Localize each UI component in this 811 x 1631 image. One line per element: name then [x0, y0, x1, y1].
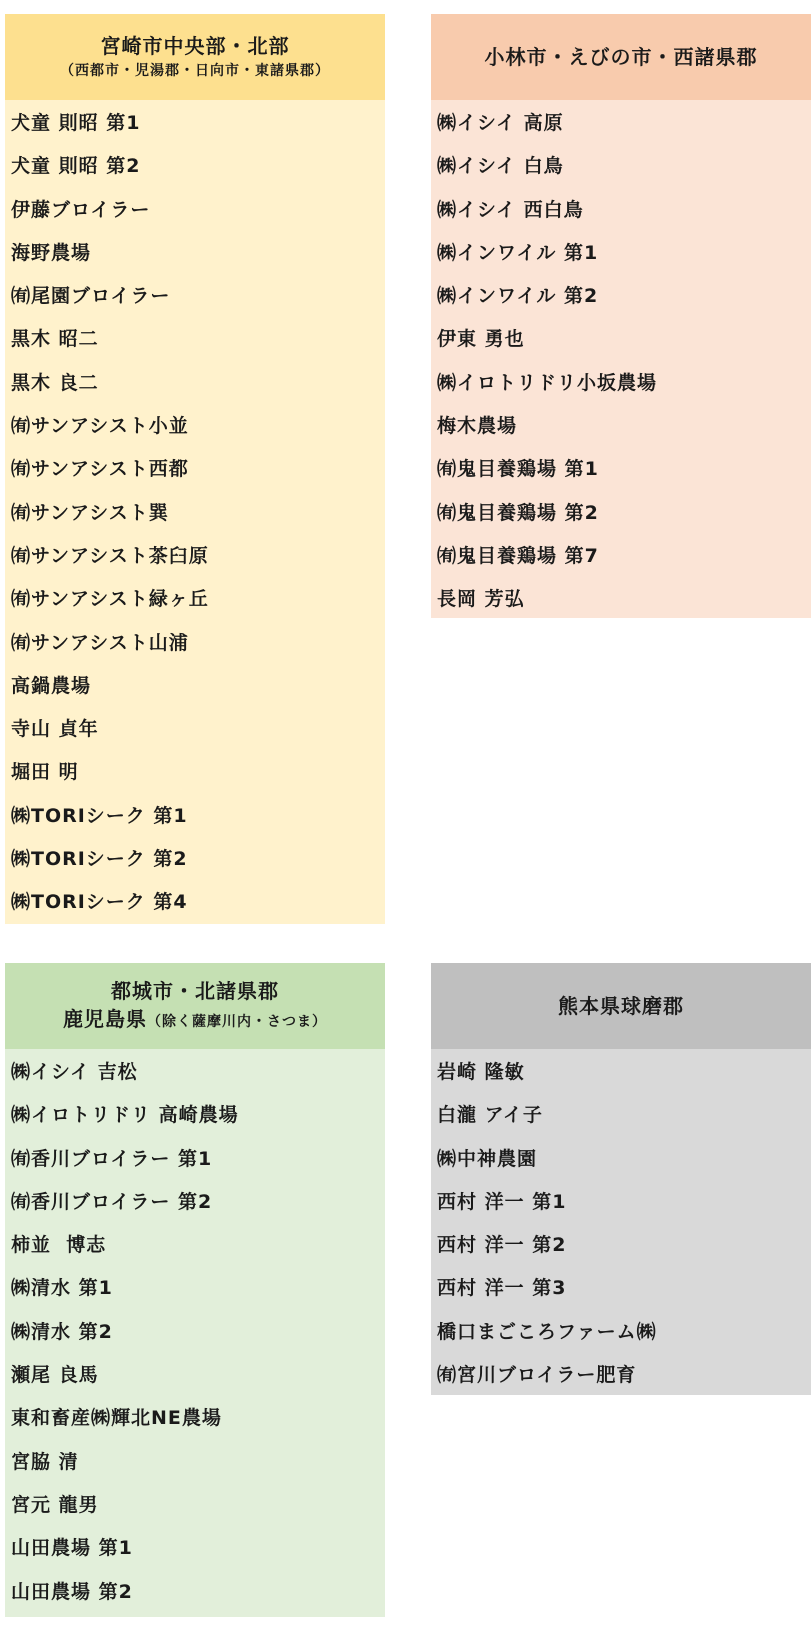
farm-list-item: 黒木 昭二: [11, 328, 99, 351]
farm-list-item: ㈲鬼目養鶏場 第1: [437, 458, 599, 481]
farm-list-item: ㈱イロトリドリ小坂農場: [437, 371, 658, 394]
farm-list-item: 犬童 則昭 第2: [11, 155, 141, 178]
farm-list-item: ㈲宮川ブロイラー肥育: [437, 1364, 637, 1387]
farm-list: [431, 100, 811, 618]
farm-list-item: 岩崎 隆敏: [437, 1061, 525, 1083]
farm-list-item: 白瀧 アイ子: [437, 1104, 543, 1127]
farm-list-item: 山田農場 第1: [11, 1537, 133, 1560]
panel-subtitle: （西都市・児湯郡・日向市・東諸県郡）: [60, 63, 330, 79]
farm-list-item: 犬童 則昭 第1: [11, 112, 141, 134]
farm-list-item: ㈲鬼目養鶏場 第2: [437, 501, 599, 524]
farm-list-item: ㈱インワイル 第2: [437, 285, 599, 308]
farm-list-item: 西村 洋一 第1: [437, 1190, 567, 1213]
panel-title-line2: [63, 1005, 327, 1036]
farm-list-item: ㈲サンアシスト山浦: [11, 631, 189, 654]
panel-header: [431, 14, 811, 100]
panel-header: [5, 963, 385, 1049]
farm-list: [5, 1049, 385, 1617]
farm-list-item: ㈱TORIシーク 第1: [11, 804, 188, 827]
farm-list-item: 長岡 芳弘: [437, 588, 525, 611]
farm-list-item: 高鍋農場: [11, 674, 92, 697]
farm-list-item: ㈲サンアシスト緑ヶ丘: [11, 588, 209, 611]
farm-list: [5, 100, 385, 924]
farm-list-item: 堀田 明: [11, 761, 79, 784]
farm-list-item: ㈲香川ブロイラー 第1: [11, 1147, 213, 1170]
farm-list-item: ㈲サンアシスト西都: [11, 458, 189, 481]
farm-list-item: ㈱イシイ 高原: [437, 112, 564, 134]
farm-list-item: ㈲サンアシスト小並: [11, 415, 189, 438]
farm-list-item: 山田農場 第2: [11, 1580, 133, 1603]
farm-list-item: 柿並 博志: [11, 1234, 107, 1257]
farm-list-item: 宮元 龍男: [11, 1493, 99, 1516]
region-panel-miyakonojo-kagoshima: [5, 963, 385, 1617]
panel-title2: 鹿児島県: [63, 1006, 147, 1031]
farm-list-item: 橋口まごころファーム㈱: [437, 1320, 657, 1343]
farm-list-item: ㈱イロトリドリ 高崎農場: [11, 1104, 239, 1127]
farm-list-item: 伊東 勇也: [437, 328, 525, 351]
panel-header: [431, 963, 811, 1049]
panel-title2-note: （除く薩摩川内・さつま）: [147, 1013, 327, 1030]
farm-list-item: ㈱イシイ 吉松: [11, 1061, 138, 1083]
farm-list-item: ㈱インワイル 第1: [437, 241, 599, 264]
farm-list-item: 西村 洋一 第2: [437, 1234, 567, 1257]
farm-list-item: ㈲尾園ブロイラー: [11, 285, 171, 308]
farm-list-item: 宮脇 清: [11, 1450, 79, 1473]
farm-list: [431, 1049, 811, 1395]
farm-list-item: ㈲香川ブロイラー 第2: [11, 1190, 213, 1213]
farm-list-item: 東和畜産㈱輝北NE農場: [11, 1407, 222, 1430]
farm-list-item: ㈱中神農園: [437, 1147, 538, 1170]
farm-list-item: ㈲サンアシスト茶臼原: [11, 544, 209, 567]
panel-title: 都城市・北諸県郡: [111, 978, 279, 1003]
farm-list-item: 梅木農場: [437, 415, 518, 438]
region-panel-kobayashi-ebino: [431, 14, 811, 618]
farm-list-item: ㈱TORIシーク 第2: [11, 848, 188, 871]
farm-list-item: ㈱清水 第1: [11, 1277, 113, 1300]
farm-list-item: ㈲サンアシスト巽: [11, 501, 169, 524]
panel-title: 宮崎市中央部・北部: [100, 34, 290, 58]
farm-list-item: ㈲鬼目養鶏場 第7: [437, 544, 599, 567]
farm-list-item: 瀬尾 良馬: [11, 1364, 99, 1387]
farm-list-item: 寺山 貞年: [11, 718, 99, 741]
farm-list-item: ㈱イシイ 白鳥: [437, 155, 564, 178]
farm-list-item: ㈱TORIシーク 第4: [11, 891, 188, 914]
region-panel-kuma: [431, 963, 811, 1395]
panel-title: 小林市・えびの市・西諸県郡: [484, 45, 758, 69]
farm-list-item: ㈱清水 第2: [11, 1320, 113, 1343]
farm-list-item: 黒木 良二: [11, 371, 99, 394]
farm-list-item: 西村 洋一 第3: [437, 1277, 567, 1300]
farm-list-item: 海野農場: [11, 241, 92, 264]
panel-title: 熊本県球磨郡: [558, 994, 684, 1018]
region-panel-miyazaki-central-north: [5, 14, 385, 924]
panel-header: [5, 14, 385, 100]
farm-list-item: 伊藤ブロイラー: [11, 198, 151, 221]
farm-list-item: ㈱イシイ 西白鳥: [437, 198, 584, 221]
